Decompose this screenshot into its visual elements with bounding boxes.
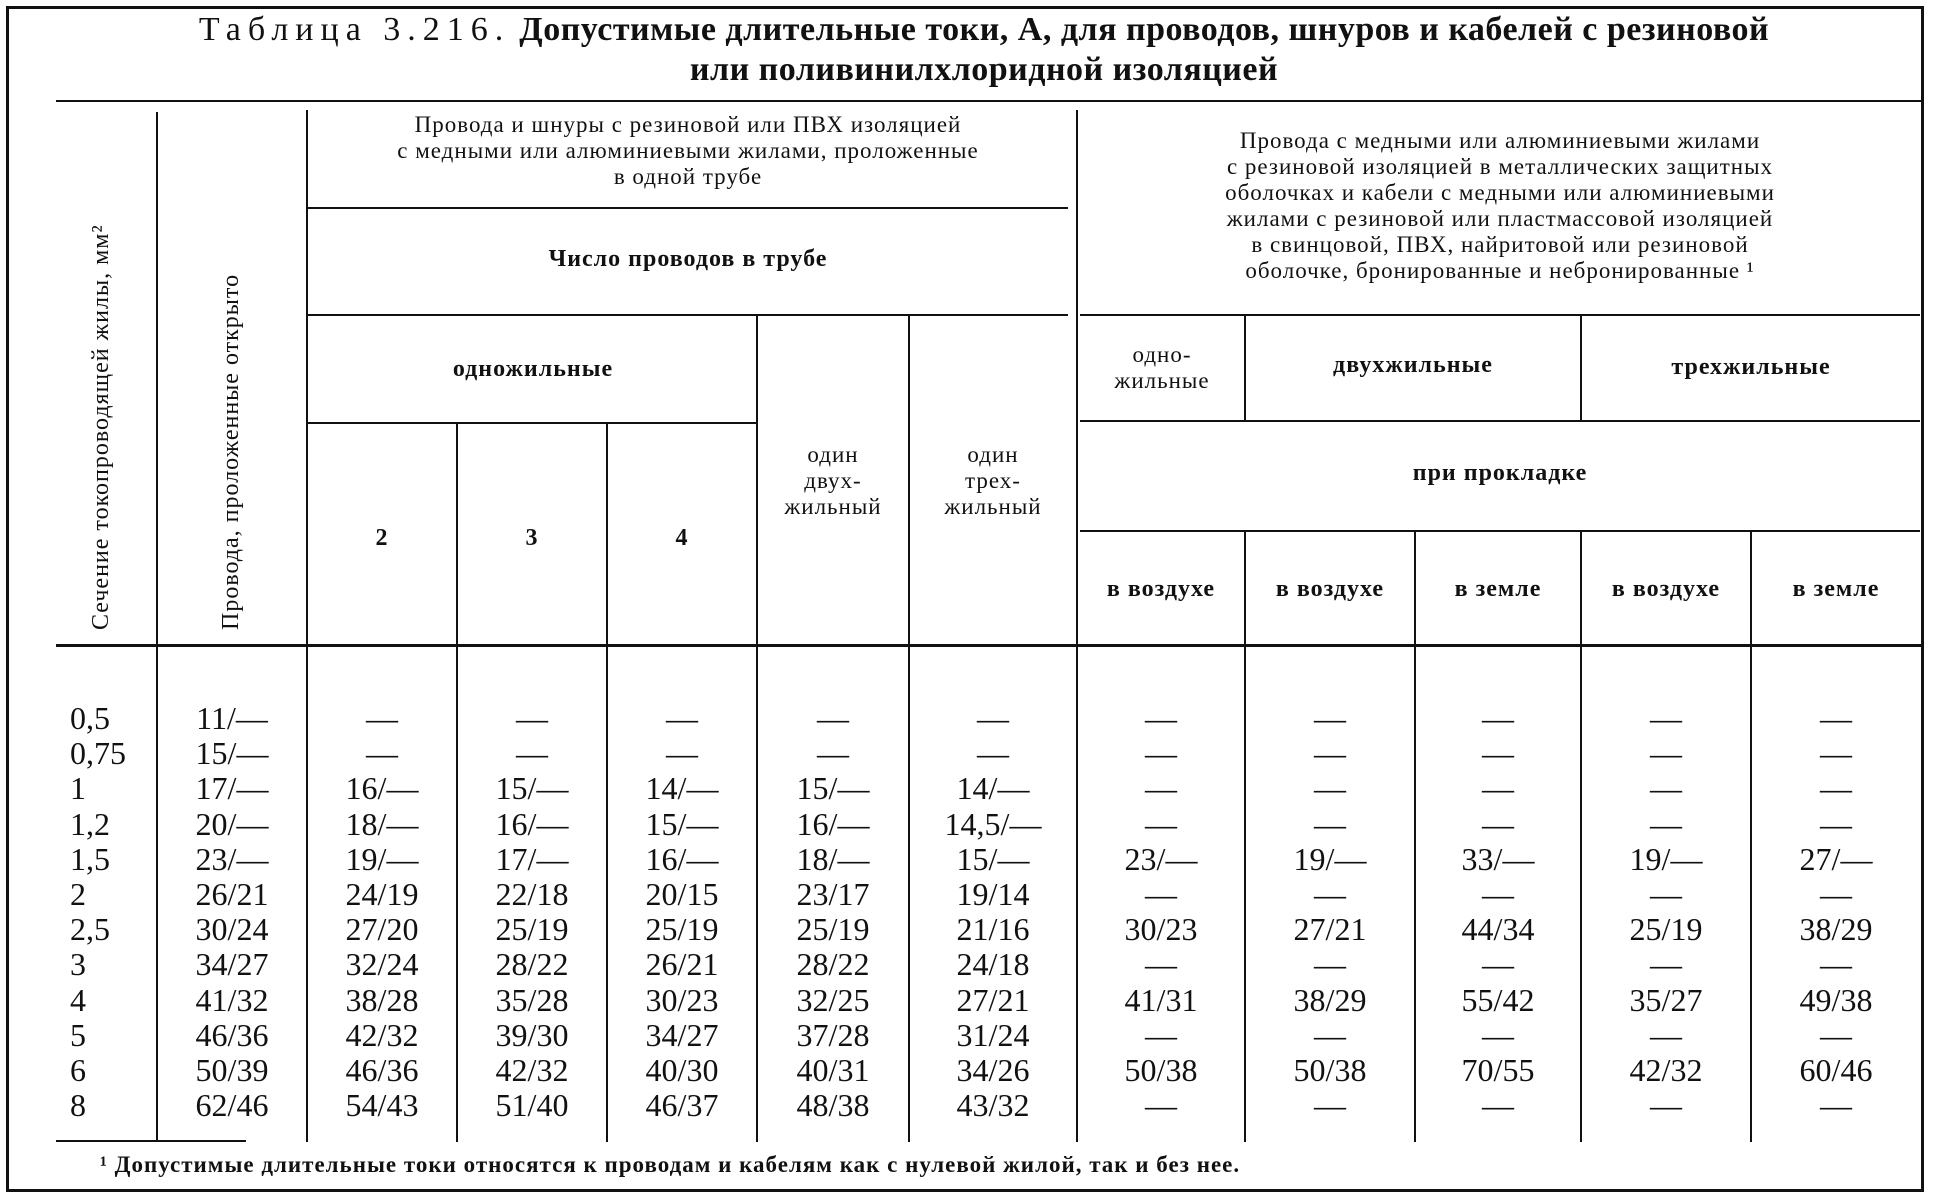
table-cell-o2: 37/28 xyxy=(796,1016,870,1053)
table-cell-p2: 16/— xyxy=(345,770,419,807)
table-cell-s: 0,75 xyxy=(70,735,126,772)
table-cell-open: 17/— xyxy=(195,770,269,807)
table-cell-open: 50/39 xyxy=(195,1052,269,1088)
table-cell-c2g: — xyxy=(1482,805,1514,842)
table-cell-open: 26/21 xyxy=(195,876,269,912)
title-line-1: Допустимые длительные токи, А, для проводов, шнуров и кабелей с резиновой xyxy=(519,11,1770,48)
table-cell-o3: — xyxy=(977,700,1009,736)
table-cell-o3: 19/14 xyxy=(956,876,1030,912)
header-n2: 2 xyxy=(375,525,389,551)
table-cell-c2a: 50/38 xyxy=(1293,1052,1367,1088)
table-cell-o3: 15/— xyxy=(956,840,1030,877)
table-cell-p4: 16/— xyxy=(645,840,719,877)
table-cell-c3g: — xyxy=(1820,1087,1852,1124)
table-cell-c3g: 60/46 xyxy=(1799,1052,1873,1088)
table-cell-c3a: 35/27 xyxy=(1629,981,1703,1018)
table-cell-c3g: — xyxy=(1820,946,1852,983)
header-cable-group-line-2: с резиновой изоляцией в металлических защитных xyxy=(1226,154,1774,179)
table-cell-p2: 24/19 xyxy=(345,876,419,912)
table-cell-c2a: 38/29 xyxy=(1293,981,1367,1018)
table-cell-s: 8 xyxy=(70,1087,86,1124)
rule-cable-types xyxy=(1080,420,1920,422)
table-cell-p2: 32/24 xyxy=(345,946,419,983)
table-cell-o2: 40/31 xyxy=(796,1052,870,1088)
table-cell-s: 1 xyxy=(70,770,86,807)
table-cell-open: 15/— xyxy=(195,735,269,772)
table-cell-c3a: 42/32 xyxy=(1629,1052,1703,1088)
table-cell-o2: 32/25 xyxy=(796,981,870,1018)
table-cell-p3: 22/18 xyxy=(495,876,569,912)
table-cell-c2a: — xyxy=(1314,735,1346,772)
rule-cable-group xyxy=(1080,314,1920,316)
table-cell-p3: — xyxy=(516,735,548,772)
header-one-two-core-line-2: двух- xyxy=(804,468,862,493)
table-cell-c2g: — xyxy=(1482,700,1514,736)
table-cell-p2: 18/— xyxy=(345,805,419,842)
table-cell-c2a: — xyxy=(1314,770,1346,807)
header-cable-single xyxy=(1080,342,1244,394)
table-cell-o2: 18/— xyxy=(796,840,870,877)
header-one-three-core-line-3: жильный xyxy=(944,494,1042,519)
table-cell-p2: 46/36 xyxy=(345,1052,419,1088)
title-line-2: или поливинилхлоридной изоляцией xyxy=(689,51,1279,88)
table-cell-c2a: 19/— xyxy=(1293,840,1367,877)
table-cell-c2a: — xyxy=(1314,1016,1346,1053)
header-cable-group-line-1: Провода с медными или алюминиевыми жилами xyxy=(1239,128,1761,153)
table-cell-p2: 19/— xyxy=(345,840,419,877)
table-cell-c2g: — xyxy=(1482,946,1514,983)
table-cell-c2g: 44/34 xyxy=(1461,911,1535,948)
table-cell-p3: 28/22 xyxy=(495,946,569,983)
table-cell-p4: 40/30 xyxy=(645,1052,719,1088)
rule-single-core xyxy=(308,422,758,424)
header-c1-air: в воздухе xyxy=(1106,576,1216,602)
header-pipe-group-line-2: с медными или алюминиевыми жилами, проложенные xyxy=(397,138,979,163)
table-cell-o2: 28/22 xyxy=(796,946,870,983)
table-cell-open: 30/24 xyxy=(195,911,269,948)
table-cell-c2a: — xyxy=(1314,876,1346,912)
table-cell-open: 46/36 xyxy=(195,1016,269,1053)
table-cell-c1a: — xyxy=(1145,1087,1177,1124)
header-laying: при прокладке xyxy=(1412,460,1588,486)
table-cell-c2a: — xyxy=(1314,946,1346,983)
rule-pipe-group xyxy=(308,207,1068,209)
table-cell-c1a: — xyxy=(1145,876,1177,912)
table-cell-s: 2,5 xyxy=(70,911,110,948)
header-c2-ground: в земле xyxy=(1454,576,1542,602)
table-cell-p4: 25/19 xyxy=(645,911,719,948)
table-cell-s: 5 xyxy=(70,1016,86,1053)
table-cell-c3a: — xyxy=(1650,770,1682,807)
title-prefix: Таблица 3.216. xyxy=(198,11,511,48)
table-cell-o3: 34/26 xyxy=(956,1052,1030,1088)
table-cell-c2a: — xyxy=(1314,700,1346,736)
table-cell-p3: 35/28 xyxy=(495,981,569,1018)
table-cell-p3: 39/30 xyxy=(495,1016,569,1053)
header-n4: 4 xyxy=(675,525,689,551)
table-cell-c1a: — xyxy=(1145,805,1177,842)
table-cell-p4: 30/23 xyxy=(645,981,719,1018)
table-cell-c3a: — xyxy=(1650,946,1682,983)
table-cell-open: 11/— xyxy=(196,700,268,736)
header-c3-ground: в земле xyxy=(1792,576,1880,602)
table-cell-c3g: 38/29 xyxy=(1799,911,1873,948)
header-single-core: одножильные xyxy=(452,356,614,382)
header-pipe-group-line-3: в одной трубе xyxy=(613,164,763,189)
table-cell-o3: 14,5/— xyxy=(944,805,1042,842)
table-cell-p3: — xyxy=(516,700,548,736)
table-cell-c3g: — xyxy=(1820,876,1852,912)
table-cell-o2: 15/— xyxy=(796,770,870,807)
table-cell-c2g: — xyxy=(1482,876,1514,912)
table-cell-o2: — xyxy=(817,735,849,772)
table-cell-c2g: — xyxy=(1482,1016,1514,1053)
table-cell-c3a: 19/— xyxy=(1629,840,1703,877)
table-cell-c1a: 23/— xyxy=(1124,840,1198,877)
rule-bottom xyxy=(56,1140,246,1142)
rule-top xyxy=(56,100,1922,102)
rule-pipe-count xyxy=(308,314,1068,316)
header-one-three-core xyxy=(910,442,1076,520)
table-cell-o3: 21/16 xyxy=(956,911,1030,948)
table-cell-s: 3 xyxy=(70,946,86,983)
table-cell-c2g: 70/55 xyxy=(1461,1052,1535,1088)
table-cell-c3g: — xyxy=(1820,1016,1852,1053)
table-cell-s: 0,5 xyxy=(70,700,110,736)
table-cell-open: 41/32 xyxy=(195,981,269,1018)
table-cell-c3a: — xyxy=(1650,876,1682,912)
table-cell-c3a: — xyxy=(1650,735,1682,772)
header-one-two-core xyxy=(758,442,908,520)
header-c2-air: в воздухе xyxy=(1275,576,1385,602)
table-cell-c3a: 25/19 xyxy=(1629,911,1703,948)
table-cell-open: 20/— xyxy=(195,805,269,842)
table-cell-c3g: 49/38 xyxy=(1799,981,1873,1018)
table-cell-p3: 25/19 xyxy=(495,911,569,948)
table-cell-p2: 42/32 xyxy=(345,1016,419,1053)
table-cell-p2: — xyxy=(366,735,398,772)
table-cell-c2g: 55/42 xyxy=(1461,981,1535,1018)
table-cell-o3: 27/21 xyxy=(956,981,1030,1018)
header-c3-air: в воздухе xyxy=(1611,576,1721,602)
header-cable-group-line-6: оболочке, бронированные и небронированные ¹ xyxy=(1245,258,1755,283)
header-one-two-core-line-3: жильный xyxy=(784,494,882,519)
table-cell-o3: — xyxy=(977,735,1009,772)
table-cell-s: 4 xyxy=(70,981,86,1018)
header-pipe-group xyxy=(310,112,1066,190)
table-cell-c2a: 27/21 xyxy=(1293,911,1367,948)
table-cell-o3: 31/24 xyxy=(956,1016,1030,1053)
table-cell-c1a: — xyxy=(1145,770,1177,807)
table-cell-p4: 15/— xyxy=(645,805,719,842)
table-cell-c3a: — xyxy=(1650,1087,1682,1124)
header-cable-two: двухжильные xyxy=(1333,352,1493,378)
table-cell-p4: — xyxy=(666,700,698,736)
table-cell-open: 34/27 xyxy=(195,946,269,983)
table-cell-p3: 51/40 xyxy=(495,1087,569,1124)
table-cell-p3: 17/— xyxy=(495,840,569,877)
table-cell-open: 23/— xyxy=(195,840,269,877)
header-open: Провода, проложенные открыто xyxy=(218,273,244,630)
table-cell-c3a: — xyxy=(1650,700,1682,736)
rule-laying xyxy=(1080,530,1920,532)
table-cell-p4: 26/21 xyxy=(645,946,719,983)
rule-header-bottom xyxy=(56,644,1922,647)
table-cell-s: 6 xyxy=(70,1052,86,1088)
table-cell-c1a: — xyxy=(1145,1016,1177,1053)
header-pipe-count: Число проводов в трубе xyxy=(548,246,828,272)
header-cable-group-line-5: в свинцовой, ПВХ, найритовой или резиновой xyxy=(1251,232,1749,257)
table-cell-c2g: — xyxy=(1482,770,1514,807)
table-cell-s: 2 xyxy=(70,876,86,912)
table-cell-p4: — xyxy=(666,735,698,772)
table-cell-c2a: — xyxy=(1314,805,1346,842)
table-cell-p2: 27/20 xyxy=(345,911,419,948)
table-cell-p2: 54/43 xyxy=(345,1087,419,1124)
table-cell-p2: — xyxy=(366,700,398,736)
table-title xyxy=(44,10,1924,90)
table-cell-p4: 34/27 xyxy=(645,1016,719,1053)
table-cell-c3g: 27/— xyxy=(1799,840,1873,877)
table-cell-p3: 15/— xyxy=(495,770,569,807)
header-pipe-group-line-1: Провода и шнуры с резиновой или ПВХ изоляцией xyxy=(414,112,962,137)
footnote: ¹ Допустимые длительные токи относятся к проводам и кабелям как с нулевой жилой, так и без нее. xyxy=(100,1152,1241,1177)
table-cell-p3: 16/— xyxy=(495,805,569,842)
header-one-three-core-line-1: один xyxy=(967,442,1019,467)
table-cell-o2: 25/19 xyxy=(796,911,870,948)
table-cell-o2: — xyxy=(817,700,849,736)
table-cell-o3: 43/32 xyxy=(956,1087,1030,1124)
table-cell-c1a: — xyxy=(1145,700,1177,736)
table-cell-p3: 42/32 xyxy=(495,1052,569,1088)
table-cell-c3g: — xyxy=(1820,735,1852,772)
header-n3: 3 xyxy=(525,525,539,551)
header-cable-group-line-4: жилами с резиновой или пластмассовой изоляцией xyxy=(1226,206,1774,231)
header-section: Сечение токопроводящей жилы, мм² xyxy=(88,224,114,630)
table-cell-o2: 23/17 xyxy=(796,876,870,912)
table-cell-o2: 48/38 xyxy=(796,1087,870,1124)
table-cell-c3g: — xyxy=(1820,805,1852,842)
header-cable-single-line-2: жильные xyxy=(1114,368,1210,393)
table-cell-c1a: — xyxy=(1145,735,1177,772)
table-cell-s: 1,2 xyxy=(70,805,110,842)
table-cell-c3a: — xyxy=(1650,805,1682,842)
table-cell-open: 62/46 xyxy=(195,1087,269,1124)
header-cable-three: трехжильные xyxy=(1671,354,1831,380)
table-cell-c1a: 50/38 xyxy=(1124,1052,1198,1088)
table-cell-s: 1,5 xyxy=(70,840,110,877)
table-cell-c2g: — xyxy=(1482,1087,1514,1124)
header-one-two-core-line-1: один xyxy=(807,442,859,467)
header-one-three-core-line-2: трех- xyxy=(965,468,1021,493)
table-cell-c2g: — xyxy=(1482,735,1514,772)
table-cell-o3: 14/— xyxy=(956,770,1030,807)
table-cell-c1a: 41/31 xyxy=(1124,981,1198,1018)
table-cell-p4: 20/15 xyxy=(645,876,719,912)
table-cell-c2a: — xyxy=(1314,1087,1346,1124)
table-cell-c1a: — xyxy=(1145,946,1177,983)
table-cell-c3a: — xyxy=(1650,1016,1682,1053)
table-cell-c3g: — xyxy=(1820,770,1852,807)
header-cable-group-line-3: оболочках и кабели с медными или алюминиевыми xyxy=(1225,180,1775,205)
header-cable-group xyxy=(1080,128,1920,284)
table-cell-p4: 14/— xyxy=(645,770,719,807)
table-cell-o3: 24/18 xyxy=(956,946,1030,983)
table-cell-c2g: 33/— xyxy=(1461,840,1535,877)
header-cable-single-line-1: одно- xyxy=(1132,342,1192,367)
table-cell-p2: 38/28 xyxy=(345,981,419,1018)
table-cell-c1a: 30/23 xyxy=(1124,911,1198,948)
table-cell-p4: 46/37 xyxy=(645,1087,719,1124)
table-cell-c3g: — xyxy=(1820,700,1852,736)
table-cell-o2: 16/— xyxy=(796,805,870,842)
